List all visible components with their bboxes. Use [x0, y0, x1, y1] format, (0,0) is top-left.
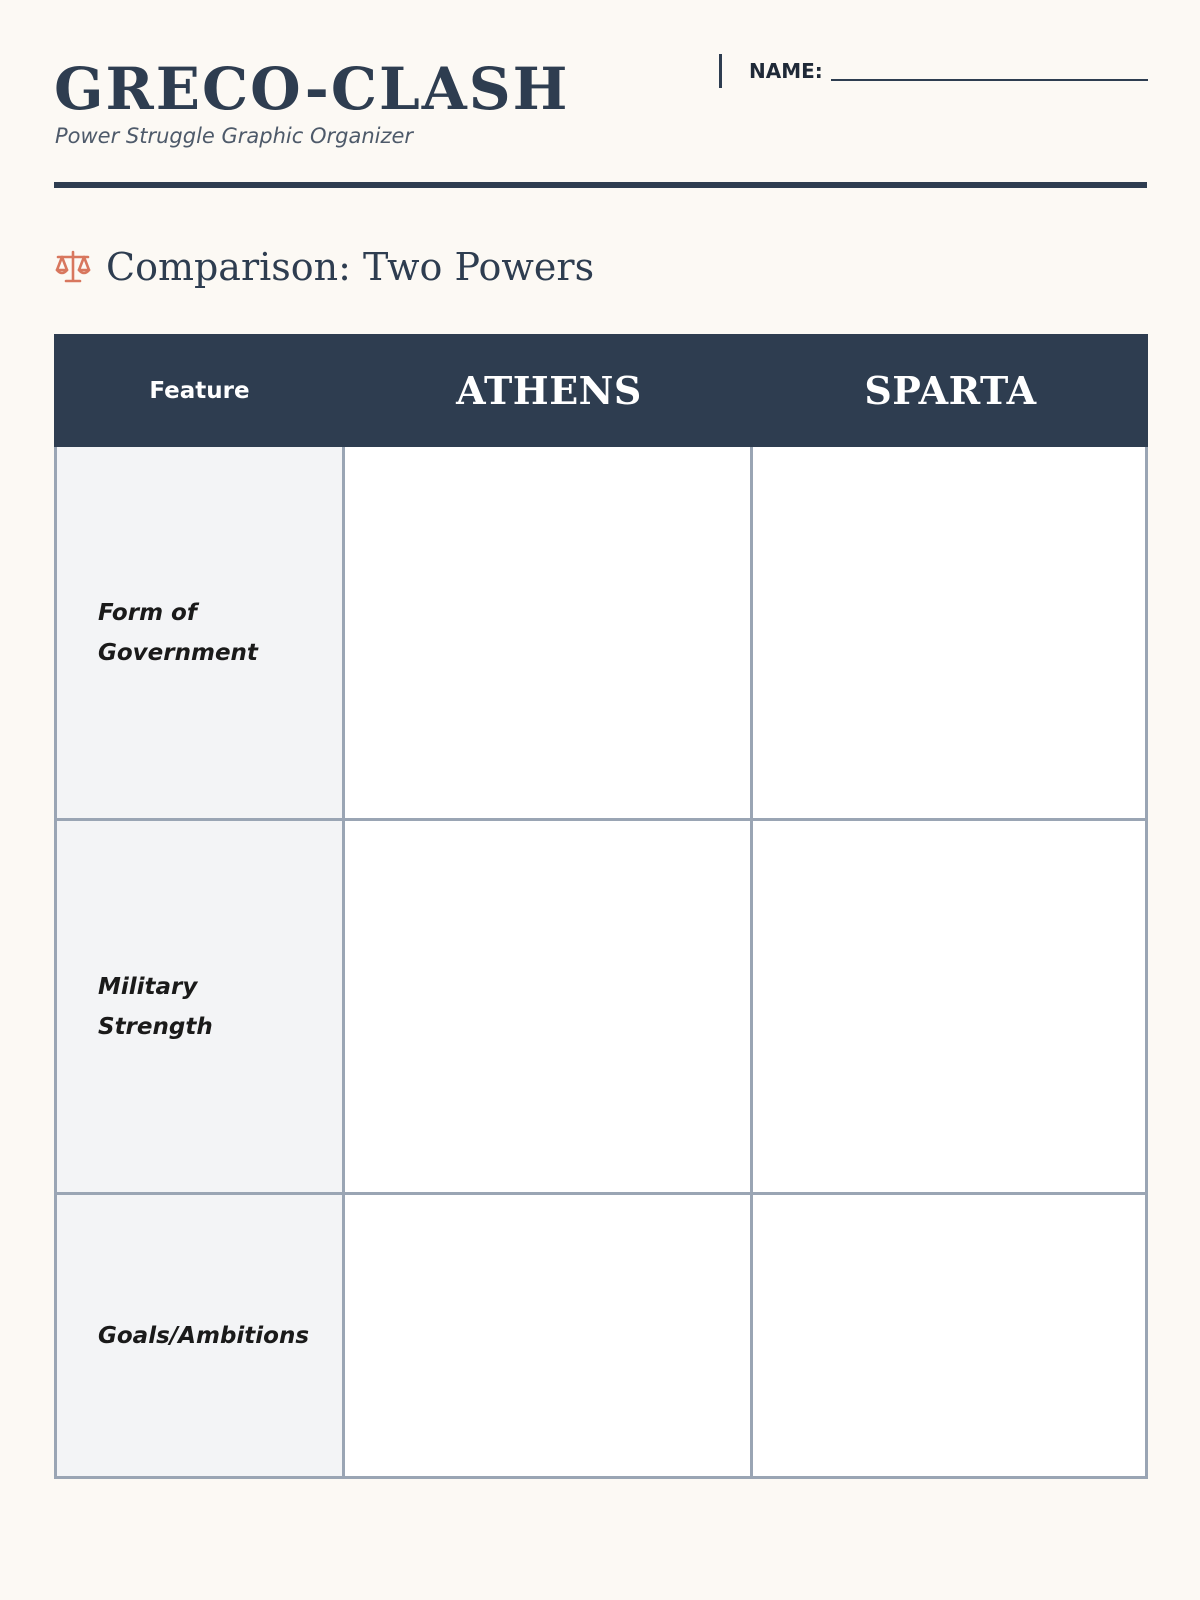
column-header-sparta: SPARTA [753, 334, 1148, 447]
balance-scale-icon [54, 249, 92, 285]
worksheet-title: GRECO-CLASH [54, 55, 570, 123]
column-header-athens: ATHENS [345, 334, 753, 447]
section-title: Comparison: Two Powers [106, 245, 595, 289]
feature-label: Form of Government [98, 599, 258, 666]
feature-cell-government [54, 447, 345, 821]
answer-cell-sparta-goals[interactable] [753, 1195, 1148, 1479]
feature-cell-military [54, 821, 345, 1195]
answer-cell-sparta-government[interactable] [753, 447, 1148, 821]
answer-cell-athens-military[interactable] [345, 821, 753, 1195]
column-header-feature: Feature [54, 334, 345, 447]
feature-label: Military Strength [98, 973, 213, 1040]
answer-cell-sparta-military[interactable] [753, 821, 1148, 1195]
name-label: NAME: [749, 59, 823, 83]
comparison-table [54, 334, 1148, 1479]
section-heading [54, 241, 594, 293]
worksheet-subtitle: Power Struggle Graphic Organizer [55, 124, 414, 148]
worksheet-header [54, 52, 1147, 188]
feature-label: Goals/Ambitions [98, 1322, 310, 1349]
answer-cell-athens-goals[interactable] [345, 1195, 753, 1479]
name-block [719, 54, 1148, 88]
answer-cell-athens-government[interactable] [345, 447, 753, 821]
feature-cell-goals [54, 1195, 345, 1479]
name-field[interactable] [831, 79, 1148, 81]
